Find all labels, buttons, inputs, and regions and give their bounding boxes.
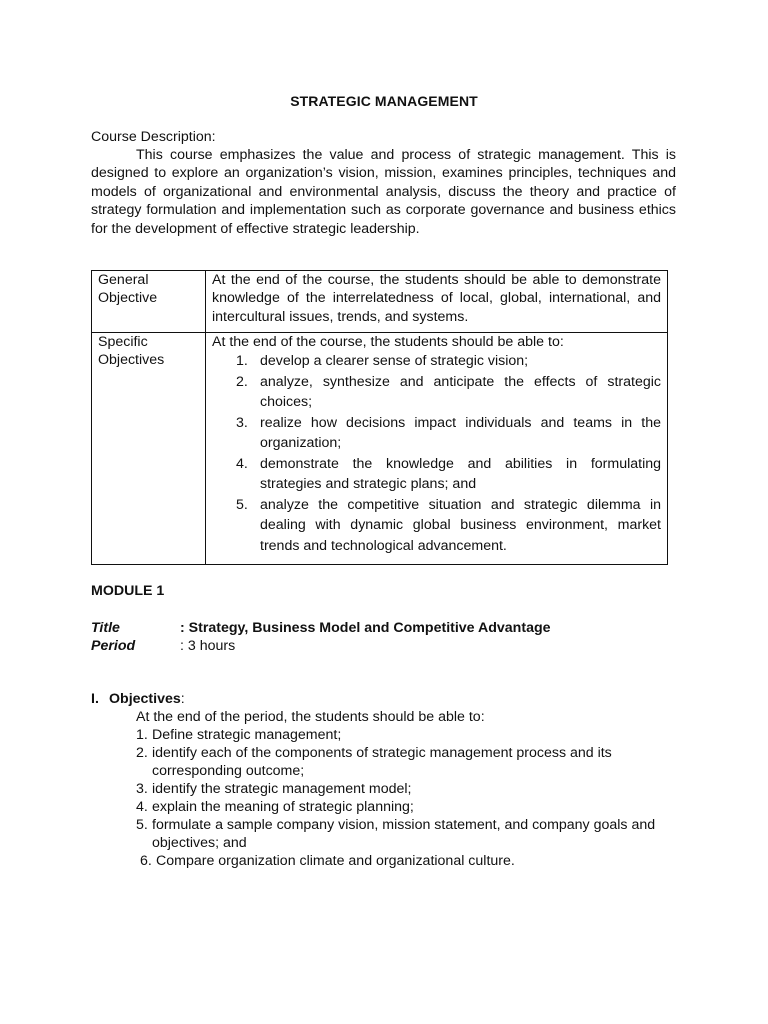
course-description-text: This course emphasizes the value and process of strategic management. This is designed to explore an organization’s vision, mission, examines principles, techniques and models of organizational and environmental analysis, discuss the theory and practice of strategy formulation and implementation such as corporate governance and business ethics for the development of effective strategic leadership. [91,147,676,237]
list-item [136,780,656,798]
list-item [136,726,656,744]
list-item [236,372,661,413]
list-item [136,744,656,780]
specific-objectives-label: Specific Objectives [92,333,206,565]
list-item [136,852,656,870]
module-title-row [91,619,551,637]
list-item [136,816,656,852]
list-item-number: 2. [236,373,248,390]
list-item-text: analyze the competitive situation and strategic dilemma in dealing with dynamic global business environment, market trends and technological advancement. [260,496,661,554]
module-period-key: Period [91,638,136,654]
list-item [236,454,661,495]
module-objectives-list [136,726,656,870]
specific-objectives-row [92,333,668,565]
list-item-number: 2. [136,745,148,761]
section-numeral: I. [91,691,99,707]
list-item-number: 6. [140,853,152,869]
module-title-key: Title [91,620,120,636]
list-item-text: Compare organization climate and organizational culture. [156,853,515,869]
list-item [236,495,661,557]
module-objectives-intro: At the end of the period, the students should be able to: [136,709,485,725]
list-item-number: 4. [136,799,148,815]
general-objective-row [92,271,668,333]
list-item [236,351,661,372]
list-item-number: 1. [136,727,148,743]
general-objective-label: General Objective [92,271,206,333]
list-item-text: formulate a sample company vision, mission statement, and company goals and objectives; and [152,817,656,851]
module-objectives-heading [91,690,185,708]
list-item-text: analyze, synthesize and anticipate the effects of strategic choices; [260,373,661,411]
list-item-text: identify each of the components of strategic management process and its corresponding outcome; [152,745,612,779]
module-title-value: : Strategy, Business Model and Competitive Advantage [180,620,551,636]
objectives-table [91,270,668,565]
module-period-row [91,637,235,655]
course-description-label: Course Description: [91,129,216,145]
list-item-text: develop a clearer sense of strategic vision; [260,353,529,370]
list-item-text: realize how decisions impact individuals and teams in the organization; [260,414,661,452]
list-item-number: 5. [136,817,148,833]
list-item-number: 1. [236,353,248,370]
list-item-number: 4. [236,455,248,472]
specific-objectives-intro: At the end of the course, the students should be able to: [212,334,564,350]
list-item-number: 5. [236,496,248,513]
specific-objectives-cell [206,333,668,565]
module-heading: MODULE 1 [91,583,165,599]
section-label: Objectives [109,691,181,707]
list-item-text: Define strategic management; [152,727,342,743]
list-item-number: 3. [136,781,148,797]
general-objective-text: At the end of the course, the students should be able to demonstrate knowledge of the interrelatedness of local, global, international, and intercultural issues, trends, and systems. [206,271,668,333]
list-item [136,798,656,816]
list-item [236,413,661,454]
list-item-number: 3. [236,414,248,431]
section-colon: : [180,691,185,707]
page-title: STRATEGIC MANAGEMENT [290,93,478,109]
list-item-text: identify the strategic management model; [152,781,412,797]
module-period-value: : 3 hours [180,638,236,654]
specific-objectives-list [212,351,661,556]
list-item-text: explain the meaning of strategic planning; [152,799,414,815]
list-item-text: demonstrate the knowledge and abilities in formulating strategies and strategic plans; and [260,455,661,493]
